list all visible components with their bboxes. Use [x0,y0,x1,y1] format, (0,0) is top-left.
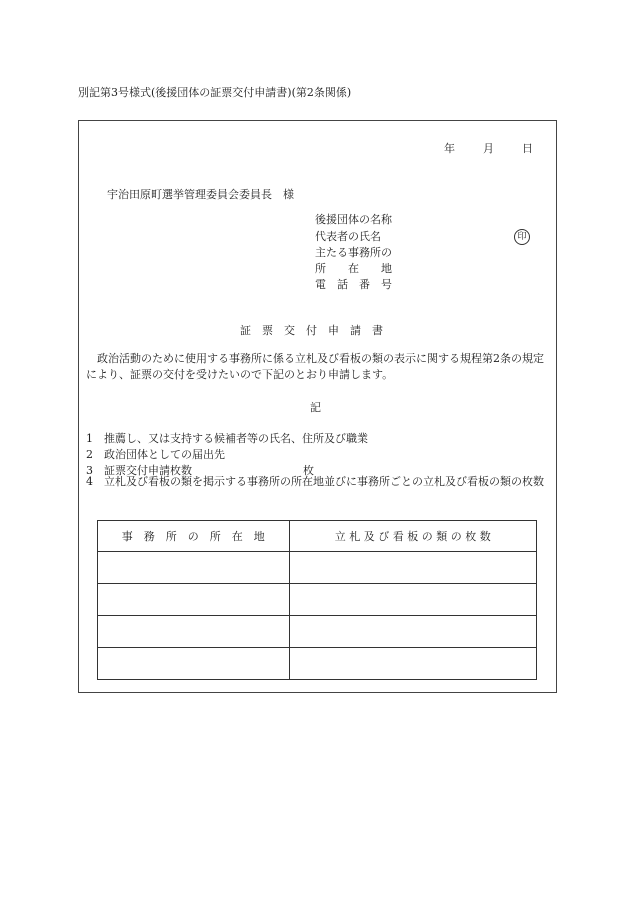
location-cell[interactable] [98,648,290,680]
body-text: 政治活動のために使用する事務所に係る立札及び看板の類の表示に関する規程第2条の規定により、証票の交付を受けたいので下記のとおり申請します。 [86,352,544,381]
item-4: 4 立札及び看板の類を掲示する事務所の所在地並びに事務所ごとの立札及び看板の類の枚数 [86,475,544,488]
count-cell[interactable] [289,552,536,584]
table-header-row [98,521,537,552]
seal-mark: 印 [514,229,530,245]
item-1: 1 推薦し、又は支持する候補者等の氏名、住所及び職業 [86,432,368,445]
count-cell[interactable] [289,616,536,648]
count-unit: 枚 [303,464,314,477]
date-line [444,140,533,156]
table-row [98,648,537,680]
form-caption: 別記第3号様式(後援団体の証票交付申請書)(第2条関係) [78,86,352,99]
table-row [98,584,537,616]
table-row [98,616,537,648]
location-cell[interactable] [98,616,290,648]
header-office-location: 事 務 所 の 所 在 地 [98,521,290,552]
office-table [97,520,537,680]
office-label-2: 所 在 地 [315,262,392,275]
location-cell[interactable] [98,552,290,584]
count-cell[interactable] [289,584,536,616]
header-sign-count: 立 札 及 び 看 板 の 類 の 枚 数 [289,521,536,552]
date-day: 日 [522,142,533,155]
ki-heading: 記 [310,401,321,414]
location-cell[interactable] [98,584,290,616]
date-year: 年 [444,142,455,155]
group-name-label: 後援団体の名称 [315,213,392,226]
table-row [98,552,537,584]
item-2: 2 政治団体としての届出先 [86,448,225,461]
recipient: 宇治田原町選挙管理委員会委員長 様 [107,188,294,201]
count-cell[interactable] [289,648,536,680]
date-month: 月 [483,142,494,155]
item-3: 3 証票交付申請枚数 [86,464,192,477]
office-label-1: 主たる事務所の [315,246,392,259]
document-title: 証 票 交 付 申 請 書 [240,324,383,337]
representative-label: 代表者の氏名 [315,230,381,243]
phone-label: 電 話 番 号 [315,278,392,291]
